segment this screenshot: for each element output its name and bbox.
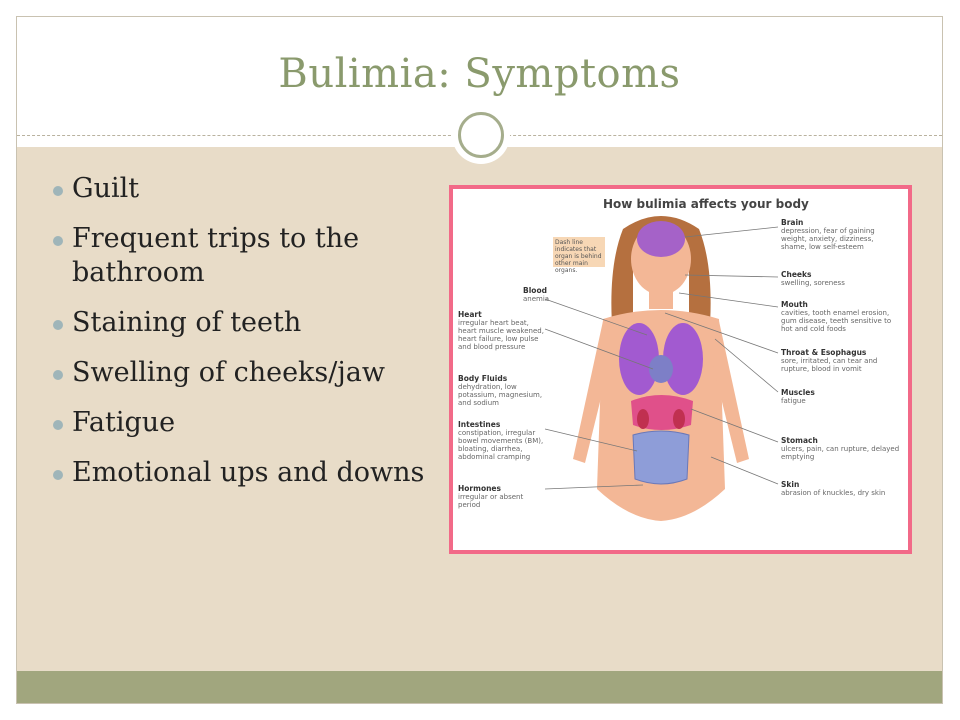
bullet-item: Fatigue (53, 406, 433, 440)
label-brain: Brain depression, fear of gaining weight, anxiety, dizziness, shame, low self-esteem (781, 218, 875, 251)
content-area (17, 147, 942, 671)
slide-title: Bulimia: Symptoms (278, 51, 681, 97)
bullet-list (53, 172, 433, 506)
body-diagram-figure (449, 185, 912, 554)
footer-bar (17, 671, 942, 704)
body-diagram-image (453, 189, 908, 550)
label-throat-esophagus: Throat & Esophagus sore, irritated, can tear and rupture, blood in vomit (781, 348, 878, 373)
slide (16, 16, 943, 704)
intestines-shape (633, 431, 689, 484)
bullet-dot-icon (53, 236, 63, 246)
bullet-dot-icon (53, 370, 63, 380)
label-stomach: Stomach ulcers, pain, can rupture, delayed emptying (781, 436, 900, 461)
bullet-item: Guilt (53, 172, 433, 206)
bullet-item: Emotional ups and downs (53, 456, 433, 490)
label-blood: Blood anemia (523, 286, 550, 303)
figure-title: How bulimia affects your body (603, 197, 809, 211)
divider-ring-icon (458, 112, 504, 158)
bullet-item: Staining of teeth (53, 306, 433, 340)
kidney-right-shape (673, 409, 685, 429)
label-mouth: Mouth cavities, tooth enamel erosion, gum disease, teeth sensitive to hot and cold foods (781, 300, 892, 333)
label-skin: Skin abrasion of knuckles, dry skin (781, 480, 886, 497)
label-heart: Heart irregular heart beat, heart muscle weakened, heart failure, low pulse and blood pressure (458, 310, 544, 351)
neck-shape (649, 289, 673, 309)
bullet-dot-icon (53, 470, 63, 480)
brain-shape (637, 221, 685, 257)
label-hormones: Hormones irregular or absent period (458, 484, 524, 509)
label-body-fluids: Body Fluids dehydration, low potassium, magnesium, and sodium (458, 374, 543, 407)
label-cheeks: Cheeks swelling, soreness (781, 270, 845, 287)
bullet-item: Swelling of cheeks/jaw (53, 356, 433, 390)
label-intestines: Intestines constipation, irregular bowel movements (BM), bloating, diarrhea, abdominal cramping (458, 420, 544, 461)
label-muscles: Muscles fatigue (781, 388, 815, 405)
bullet-item: Frequent trips to the bathroom (53, 222, 433, 290)
bullet-dot-icon (53, 186, 63, 196)
bullet-dot-icon (53, 320, 63, 330)
figure-note: Dash line indicates that organ is behind other main organs. (553, 237, 605, 267)
bullet-dot-icon (53, 420, 63, 430)
kidney-left-shape (637, 409, 649, 429)
